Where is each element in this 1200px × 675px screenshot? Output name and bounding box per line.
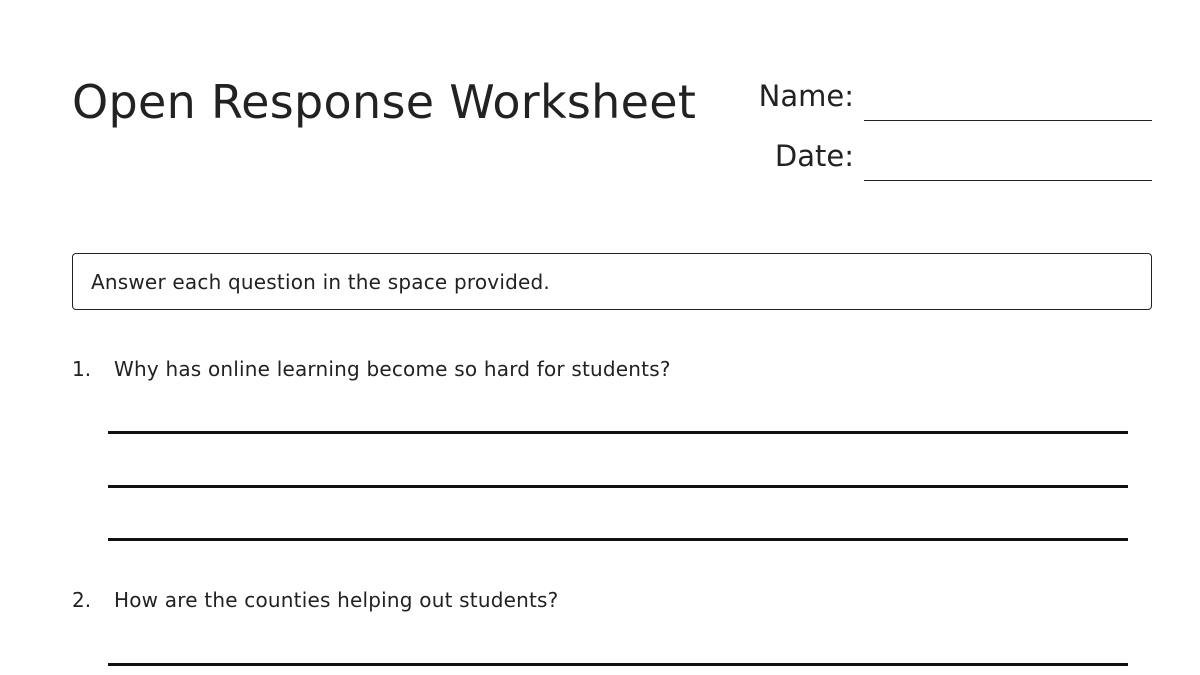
worksheet-title: Open Response Worksheet (72, 75, 697, 129)
name-label: Name: (758, 79, 854, 113)
question-1-number: 1. (72, 357, 92, 381)
question-2-number: 2. (72, 588, 92, 612)
question-2-answer-line-1[interactable] (108, 663, 1128, 666)
question-1-answer-line-3[interactable] (108, 538, 1128, 541)
question-1-text: Why has online learning become so hard for students? (114, 357, 671, 381)
question-2-text: How are the counties helping out students? (114, 588, 559, 612)
name-field[interactable] (864, 120, 1152, 121)
instructions-box (72, 253, 1152, 310)
question-1-answer-line-2[interactable] (108, 485, 1128, 488)
question-1-answer-line-1[interactable] (108, 431, 1128, 434)
date-field[interactable] (864, 180, 1152, 181)
date-label: Date: (774, 139, 854, 173)
instructions-text: Answer each question in the space provided. (91, 269, 550, 294)
